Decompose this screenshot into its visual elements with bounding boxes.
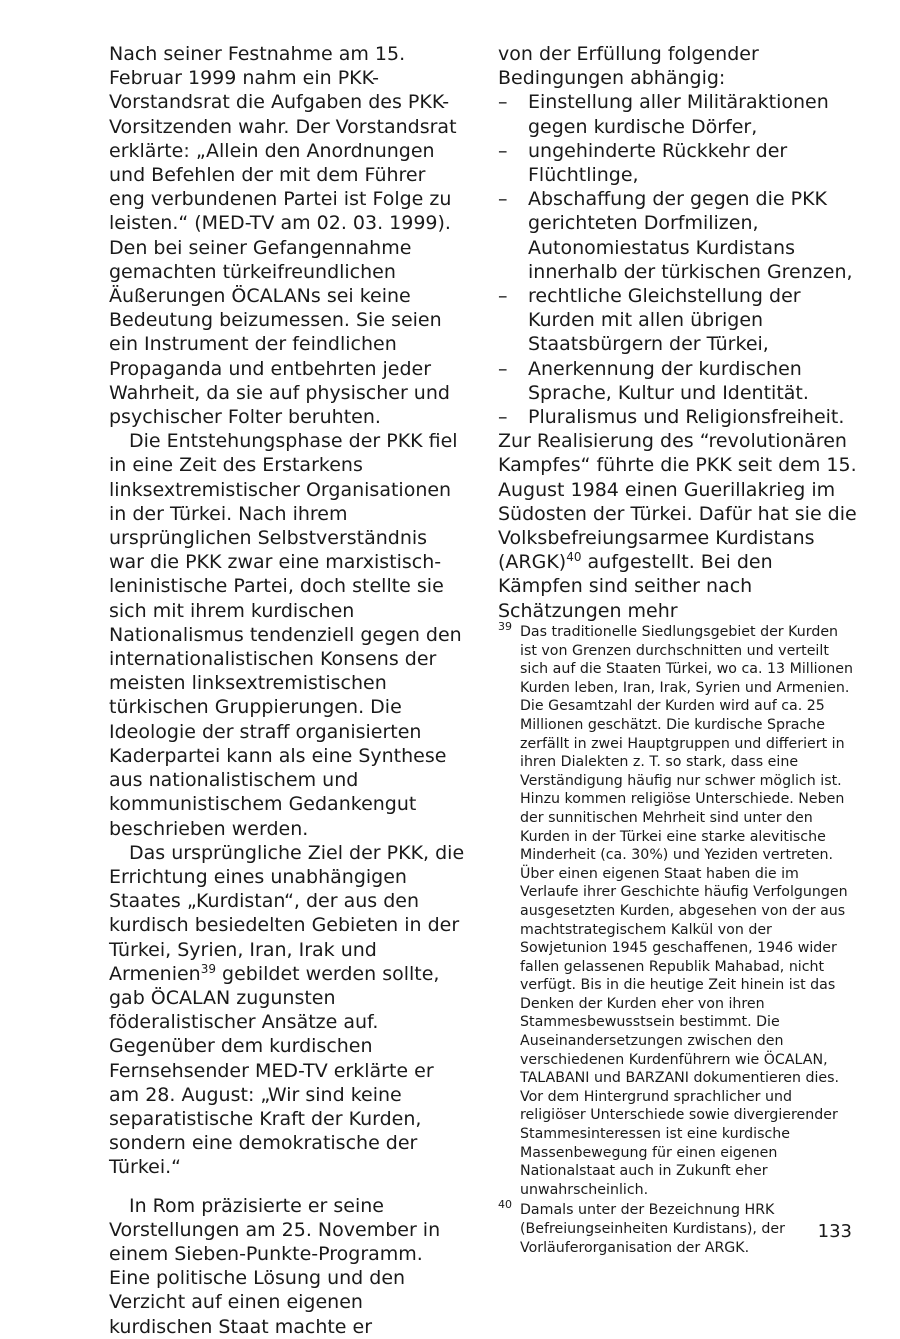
paragraph-4: In Rom präzisierte er seine Vorstellungen am 25. November in einem Sieben-Punkte-Programm. Eine politische Lösung und den Verzicht auf einen eigenen kurdischen Staat machte er: [109, 1194, 441, 1338]
condition-item: – Abschaffung der gegen die PKK gerichteten Dorfmilizen, Autonomiestatus Kurdistans innerhalb der türkischen Grenzen,: [498, 187, 858, 284]
footnote-text: Damals unter der Bezeichnung HRK (Befreiungseinheiten Kurdistans), der Vorläuferorganisation der ARGK.: [520, 1202, 785, 1256]
page-number: 133: [817, 1221, 852, 1242]
guerilla-paragraph: [498, 429, 858, 623]
footnote-ref-39[interactable]: 39: [200, 961, 217, 976]
footnote-number: 40: [498, 1198, 512, 1212]
condition-item: – Einstellung aller Militäraktionen gegen kurdische Dörfer,: [498, 90, 858, 138]
footnote-ref-40[interactable]: 40: [566, 550, 582, 565]
condition-item: – Anerkennung der kurdischen Sprache, Kultur und Identität.: [498, 357, 858, 405]
footnotes-section: [498, 620, 856, 1257]
conditions-intro: von der Erfüllung folgender Bedingungen abhängig:: [498, 43, 759, 90]
paragraph-3-text-a: Das ursprüngliche Ziel der PKK, die Errichtung eines unabhängigen Staates „Kurdistan“, der aus den kurdisch besiedelten Gebieten in der Türkei, Syrien, Iran, Irak und Armenien: [109, 841, 465, 985]
right-column: [498, 42, 858, 623]
condition-item: – rechtliche Gleichstellung der Kurden mit allen übrigen Staatsbürgern der Türkei,: [498, 284, 858, 357]
paragraph-3: [109, 841, 467, 1180]
condition-item: – Pluralismus und Religionsfreiheit.: [498, 405, 858, 429]
guerilla-text-a: Zur Realisierung des “revolutionären Kampfes“ führte die PKK seit dem 15. August 1984 einen Guerillakrieg im Südosten der Türkei. Dafür hat sie die Volksbefreiungsarmee Kurdistans (ARGK): [498, 430, 857, 574]
footnote-40: [498, 1198, 856, 1257]
guerilla-text-b: aufgestellt. Bei den Kämpfen sind seither nach Schätzungen mehr: [498, 551, 773, 622]
left-column: [109, 42, 467, 1339]
paragraph-1: Nach seiner Festnahme am 15. Februar 1999 nahm ein PKK-Vorstandsrat die Aufgaben des PKK-Vorsitzenden wahr. Der Vorstandsrat erklärte: „Allein den Anordnungen und Befehlen der mit dem Führer eng verbundenen Partei ist Folge zu leisten.“ (MED-TV am 02. 03. 1999). Den bei seiner Gefangennahme gemachten türkeifreundlichen Äußerungen ÖCALANs sei keine Bedeutung beizumessen. Sie seien ein Instrument der feindlichen Propaganda und entbehrten jeder Wahrheit, da sie auf physischer und psychischer Folter beruhten.: [109, 43, 457, 429]
paragraph-3-text-b: gebildet werden sollte, gab ÖCALAN zugunsten föderalistischer Ansätze auf. Gegenüber dem kurdischen Fernsehsender MED-TV erklärte er am 28. August: „Wir sind keine separatistische Kraft der Kurden, sondern eine demokratische der Türkei.“: [109, 962, 440, 1179]
footnote-text: Das traditionelle Siedlungsgebiet der Kurden ist von Grenzen durchschnitten und verteilt sich auf die Staaten Türkei, wo ca. 13 Millionen Kurden leben, Iran, Irak, Syrien und Armenien. Die Gesamtzahl der Kurden wird auf ca. 25 Millionen geschätzt. Die kurdische Sprache zerfällt in zwei Hauptgruppen und differiert in ihren Dialekten z. T. so stark, dass eine Verständigung häufig nur schwer möglich ist. Hinzu kommen religiöse Unterschiede. Neben der sunnitischen Mehrheit sind unter den Kurden in der Türkei eine starke alevitische Minderheit (ca. 30%) und Yeziden vertreten. Über einen eigenen Staat haben die im Verlaufe ihrer Geschichte häufig Verfolgungen ausgesetzten Kurden, abgesehen von der aus machtstrategischem Kalkül von der Sowjetunion 1945 geschaffenen, 1946 wider fallen gelassenen Republik Mahabad, nicht verfügt. Bis in die heutige Zeit hinein ist das Denken der Kurden eher von ihren Stammesbewusstsein bestimmt. Die Auseinandersetzungen zwischen den verschiedenen Kurdenführern wie ÖCALAN, TALABANI und BARZANI dokumentieren dies. Vor dem Hintergrund sprachlicher und religiöser Unterschiede sowie divergierender Stammesinteressen ist eine kurdische Massenbewegung für einen eigenen Nationalstaat auch in Zukunft eher unwahrscheinlich.: [520, 624, 853, 1198]
footnote-39: [498, 620, 856, 1199]
footnote-number: 39: [498, 620, 512, 633]
condition-item: – ungehinderte Rückkehr der Flüchtlinge,: [498, 139, 858, 187]
paragraph-2: Die Entstehungsphase der PKK fiel in eine Zeit des Erstarkens linksextremistischer Organisationen in der Türkei. Nach ihrem ursprünglichen Selbstverständnis war die PKK zwar eine marxistisch-leninistische Partei, doch stellte sie sich mit ihrem kurdischen Nationalismus tendenziell gegen den internationalistischen Konsens der meisten linksextremistischen türkischen Gruppierungen. Die Ideologie der straff organisierten Kaderpartei kann als eine Synthese aus nationalistischem und kommunistischem Gedankengut beschrieben werden.: [109, 430, 462, 840]
conditions-list: [498, 90, 858, 429]
